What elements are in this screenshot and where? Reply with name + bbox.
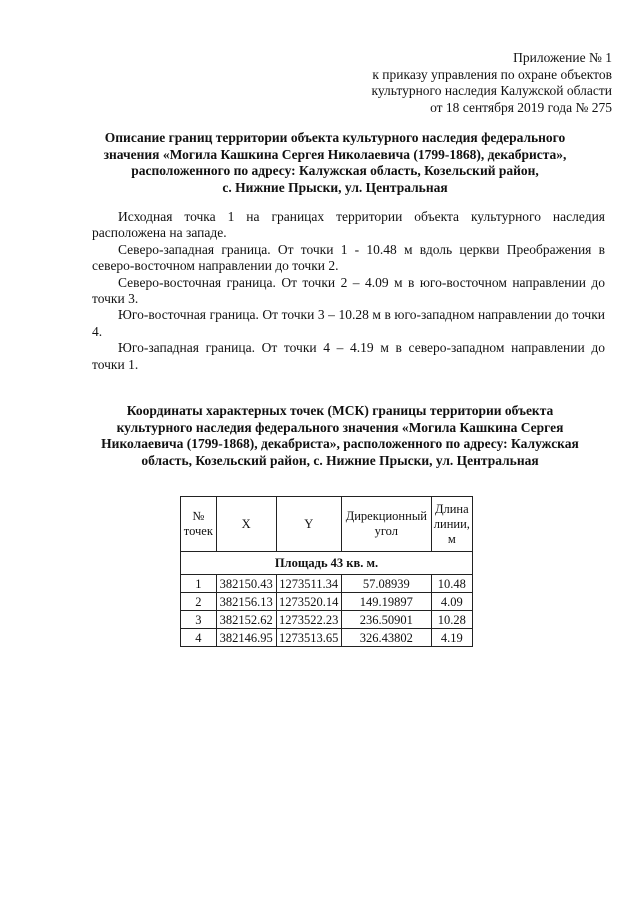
cell-y: 1273513.65 <box>276 629 341 647</box>
cell-y: 1273511.34 <box>276 575 341 593</box>
cell-point: 4 <box>181 629 217 647</box>
appendix-line: Приложение № 1 <box>513 50 612 65</box>
appendix-header <box>371 50 612 116</box>
cell-x: 382146.95 <box>216 629 276 647</box>
title-line: Координаты характерных точек (МСК) границы территории объекта <box>126 403 554 418</box>
paragraph-start-point: Исходная точка 1 на границах территории объекта культурного наследия расположена на западе. <box>92 209 605 241</box>
appendix-line: от 18 сентября 2019 года № 275 <box>430 99 612 115</box>
cell-x: 382150.43 <box>216 575 276 593</box>
title-line: с. Нижние Прыски, ул. Центральная <box>222 179 448 195</box>
cell-angle: 326.43802 <box>341 629 431 647</box>
table-row <box>181 593 473 611</box>
cell-x: 382156.13 <box>216 593 276 611</box>
header-line-length: Длина линии, м <box>431 497 472 552</box>
cell-x: 382152.62 <box>216 611 276 629</box>
title-line: область, Козельский район, с. Нижние Прыски, ул. Центральная <box>141 452 539 468</box>
cell-length: 4.19 <box>431 629 472 647</box>
cell-y: 1273520.14 <box>276 593 341 611</box>
coordinates-table <box>180 496 473 647</box>
header-direction-angle: Дирекционный угол <box>341 497 431 552</box>
cell-angle: 149.19897 <box>341 593 431 611</box>
header-y: Y <box>276 497 341 552</box>
paragraph-northwest-border: Северо-западная граница. От точки 1 - 10.48 м вдоль церкви Преображения в северо-восточном направлении до точки 2. <box>92 241 605 274</box>
coordinates-title <box>95 403 585 469</box>
header-point-number: № точек <box>181 497 217 552</box>
table-row <box>181 629 473 647</box>
title-line: культурного наследия федерального значения «Могила Кашкина Сергея <box>116 419 564 435</box>
cell-length: 4.09 <box>431 593 472 611</box>
cell-point: 3 <box>181 611 217 629</box>
cell-length: 10.28 <box>431 611 472 629</box>
area-label: Площадь 43 кв. м. <box>181 552 473 575</box>
cell-angle: 236.50901 <box>341 611 431 629</box>
cell-angle: 57.08939 <box>341 575 431 593</box>
cell-length: 10.48 <box>431 575 472 593</box>
paragraph-southwest-border: Юго-западная граница. От точки 4 – 4.19 м в северо-западном направлении до точки 1. <box>92 340 605 372</box>
title-line: расположенного по адресу: Калужская область, Козельский район, <box>131 163 539 178</box>
title-line: Описание границ территории объекта культурного наследия федерального <box>104 130 566 145</box>
description-title <box>60 130 610 196</box>
table-row <box>181 611 473 629</box>
appendix-line: к приказу управления по охране объектов <box>372 66 612 82</box>
table-row <box>181 575 473 593</box>
cell-point: 2 <box>181 593 217 611</box>
title-line: значения «Могила Кашкина Сергея Николаевича (1799-1868), декабриста», <box>103 146 567 162</box>
cell-y: 1273522.23 <box>276 611 341 629</box>
area-row <box>181 552 473 575</box>
appendix-line: культурного наследия Калужской области <box>371 83 612 98</box>
table-header-row <box>181 497 473 552</box>
paragraph-northeast-border: Северо-восточная граница. От точки 2 – 4.09 м в юго-восточном направлении до точки 3. <box>92 274 605 307</box>
title-line: Николаевича (1799-1868), декабриста», расположенного по адресу: Калужская <box>101 436 579 451</box>
boundary-description <box>92 209 605 373</box>
header-x: X <box>216 497 276 552</box>
cell-point: 1 <box>181 575 217 593</box>
paragraph-southeast-border: Юго-восточная граница. От точки 3 – 10.28 м в юго-западном направлении до точки 4. <box>92 307 605 339</box>
